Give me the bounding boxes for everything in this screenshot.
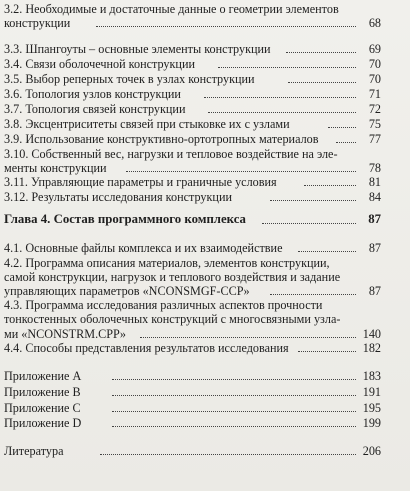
toc-entry xyxy=(0,416,410,430)
dot-leader xyxy=(298,251,356,252)
toc-entry xyxy=(0,385,410,399)
dot-leader xyxy=(100,454,356,455)
toc-entry xyxy=(0,102,410,116)
page-number: 191 xyxy=(362,385,381,399)
toc-entry xyxy=(0,42,410,56)
dot-leader xyxy=(208,112,356,113)
dot-leader xyxy=(112,426,356,427)
page-number: 70 xyxy=(368,72,381,86)
entry-title: 3.5. Выбор реперных точек в узлах конструкции xyxy=(4,72,255,86)
entry-title-cont: ми «NCONSTRM.CPP» xyxy=(4,327,126,341)
toc-entry xyxy=(0,57,410,71)
page-number: 69 xyxy=(368,42,381,56)
entry-title: 4.3. Программа исследования различных аспектов прочности xyxy=(4,298,323,312)
page-number: 183 xyxy=(362,369,381,383)
entry-title: 3.7. Топология связей конструкции xyxy=(4,102,186,116)
dot-leader xyxy=(270,200,356,201)
dot-leader xyxy=(140,337,356,338)
page-number: 206 xyxy=(362,444,381,458)
page-number: 87 xyxy=(368,241,381,255)
dot-leader xyxy=(270,294,356,295)
entry-title: 3.11. Управляющие параметры и граничные условия xyxy=(4,175,277,189)
page-number: 199 xyxy=(362,416,381,430)
dot-leader xyxy=(96,26,356,27)
toc-entry xyxy=(0,190,410,204)
page-number: 81 xyxy=(368,175,381,189)
toc-entry xyxy=(0,72,410,86)
entry-title-cont: тонкостенных оболочечных конструкций с многосвязными узла- xyxy=(4,312,341,326)
dot-leader xyxy=(286,52,356,53)
page-number: 182 xyxy=(362,341,381,355)
entry-title: Приложение В xyxy=(4,385,81,399)
entry-title: Литература xyxy=(4,444,64,458)
toc-entry-cont xyxy=(0,327,410,341)
entry-title: Приложение С xyxy=(4,401,81,415)
toc-entry xyxy=(0,2,410,16)
entry-title-cont: самой конструкции, нагрузок и теплового воздействия и задание xyxy=(4,270,341,284)
entry-title: 3.2. Необходимые и достаточные данные о геометрии элементов xyxy=(4,2,339,16)
toc-entry xyxy=(0,256,410,270)
page-number: 71 xyxy=(368,87,381,101)
toc-entry xyxy=(0,117,410,131)
dot-leader xyxy=(288,82,356,83)
entry-title: 3.12. Результаты исследования конструкции xyxy=(4,190,233,204)
entry-title-cont: менты конструкции xyxy=(4,161,107,175)
toc-entry xyxy=(0,444,410,458)
toc-entry-cont xyxy=(0,284,410,298)
toc-entry-cont xyxy=(0,312,410,326)
entry-title: 3.8. Эксцентриситеты связей при стыковке их с узлами xyxy=(4,117,290,131)
entry-title: 4.2. Программа описания материалов, элементов конструкции, xyxy=(4,256,330,270)
entry-title: 3.10. Собственный вес, нагрузки и тепловое воздействие на эле- xyxy=(4,147,338,161)
toc-entry xyxy=(0,298,410,312)
dot-leader xyxy=(262,223,356,224)
entry-title: 4.1. Основные файлы комплекса и их взаимодействие xyxy=(4,241,283,255)
page-number: 68 xyxy=(368,16,381,30)
page-number: 87 xyxy=(368,284,381,298)
entry-title-cont: управляющих параметров «NCONSMGF-CCP» xyxy=(4,284,250,298)
toc-entry-cont xyxy=(0,270,410,284)
entry-title: Приложение А xyxy=(4,369,82,383)
page-number: 84 xyxy=(368,190,381,204)
toc-entry xyxy=(0,369,410,383)
dot-leader xyxy=(112,395,356,396)
entry-title-cont: конструкции xyxy=(4,16,71,30)
dot-leader xyxy=(126,171,356,172)
toc-entry xyxy=(0,241,410,255)
entry-title: 3.3. Шпангоуты – основные элементы конструкции xyxy=(4,42,271,56)
page-number: 72 xyxy=(368,102,381,116)
dot-leader xyxy=(298,351,356,352)
toc-entry xyxy=(0,175,410,189)
entry-title: 3.6. Топология узлов конструкции xyxy=(4,87,181,101)
entry-title: 3.4. Связи оболочечной конструкции xyxy=(4,57,195,71)
entry-title: Приложение D xyxy=(4,416,82,430)
page-number: 75 xyxy=(368,117,381,131)
toc-entry xyxy=(0,87,410,101)
toc-entry-cont xyxy=(0,16,410,30)
entry-title: 4.4. Способы представления результатов исследования xyxy=(4,341,289,355)
page-number: 87 xyxy=(368,212,381,226)
toc-entry xyxy=(0,132,410,146)
entry-title: 3.9. Использование конструктивно-ортотропных материалов xyxy=(4,132,319,146)
page-number: 77 xyxy=(368,132,381,146)
dot-leader xyxy=(112,411,356,412)
toc-entry xyxy=(0,401,410,415)
toc-entry xyxy=(0,147,410,161)
page-number: 70 xyxy=(368,57,381,71)
page-number: 140 xyxy=(362,327,381,341)
dot-leader xyxy=(204,97,356,98)
page-number: 195 xyxy=(362,401,381,415)
toc-entry-cont xyxy=(0,161,410,175)
chapter-title: Глава 4. Состав программного комплекса xyxy=(4,212,246,226)
chapter-heading xyxy=(0,211,410,227)
dot-leader xyxy=(112,379,356,380)
toc-entry xyxy=(0,341,410,355)
page-number: 78 xyxy=(368,161,381,175)
dot-leader xyxy=(218,67,356,68)
